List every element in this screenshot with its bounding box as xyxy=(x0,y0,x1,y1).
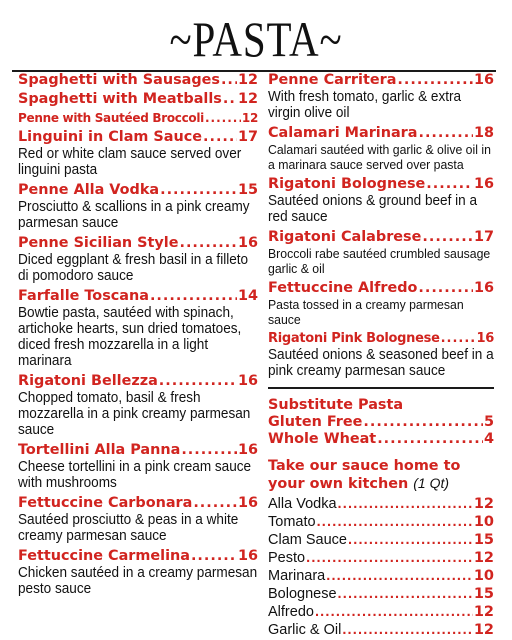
menu-item-spaghetti-with-sausages xyxy=(18,72,258,89)
menu-item-price: 18 xyxy=(473,125,494,141)
menu-item-farfalle-toscana xyxy=(18,288,258,369)
dot-leader xyxy=(338,585,473,603)
menu-item-name-row xyxy=(18,182,258,199)
menu-item-name-row xyxy=(18,495,258,512)
right-column xyxy=(268,72,494,639)
menu-item-name-row xyxy=(268,280,494,297)
menu-item-description: Pasta tossed in a creamy parmesan sauce xyxy=(268,297,464,327)
menu-item-name-row xyxy=(268,125,494,142)
menu-item-name: Farfalle Toscana xyxy=(18,288,149,304)
sauce-name: Bolognese xyxy=(268,586,337,602)
menu-item-description: Calamari sautéed with garlic & olive oil in a marinara sauce served over pasta xyxy=(268,142,491,172)
menu-item-price: 16 xyxy=(237,373,258,389)
dot-leader xyxy=(181,442,237,459)
sauce-item-marinara xyxy=(268,567,494,585)
menu-item-name-row xyxy=(268,229,494,246)
menu-item-penne-carritera xyxy=(268,72,494,121)
menu-item-name-row xyxy=(18,235,258,252)
dot-leader xyxy=(397,72,473,89)
sauce-price: 10 xyxy=(473,568,494,584)
dot-leader xyxy=(348,531,473,549)
take-home-heading-text: your own kitchen xyxy=(268,476,409,492)
substitute-pasta-heading: Substitute Pasta xyxy=(268,397,404,413)
menu-item-name: Penne with Sautéed Broccoli xyxy=(18,111,204,125)
sauce-item-tomato xyxy=(268,513,494,531)
menu-item-name: Rigatoni Pink Bolognese xyxy=(268,331,440,346)
sauce-price: 10 xyxy=(473,514,494,530)
menu-item-description: Prosciutto & scallions in a pink creamy parmesan sauce xyxy=(18,199,250,231)
menu-title: ~PASTA~ xyxy=(169,11,343,67)
menu-item-rigatoni-bellezza xyxy=(18,373,258,438)
menu-item-name: Tortellini Alla Panna xyxy=(18,442,181,458)
sauce-name: Tomato xyxy=(268,514,316,530)
menu-item-name-row xyxy=(18,373,258,390)
menu-item-name: Penne Alla Vodka xyxy=(18,182,160,198)
menu-item-name: Fettuccine Alfredo xyxy=(268,280,418,296)
menu-item-price: 17 xyxy=(237,129,258,145)
sauce-name: Garlic & Oil xyxy=(268,622,342,638)
menu-item-rigatoni-pink-bolognese xyxy=(268,330,494,379)
dot-leader xyxy=(205,110,241,127)
dot-leader xyxy=(426,176,473,193)
dot-leader xyxy=(191,548,237,565)
sauce-price: 12 xyxy=(473,496,494,512)
menu-item-price: 14 xyxy=(237,288,258,304)
menu-item-description: Chopped tomato, basil & fresh mozzarella in a pink creamy parmesan sauce xyxy=(18,390,251,438)
menu-item-fettuccine-alfredo xyxy=(268,280,494,327)
menu-item-price: 17 xyxy=(473,229,494,245)
menu-item-price: 12 xyxy=(241,111,258,125)
menu-item-price: 16 xyxy=(237,235,258,251)
dot-leader xyxy=(377,431,483,448)
dot-leader xyxy=(317,513,473,531)
sauce-price: 12 xyxy=(473,622,494,638)
menu-item-name-row xyxy=(18,288,258,305)
menu-item-name: Spaghetti with Sausages xyxy=(18,72,220,88)
menu-item-name-row xyxy=(268,330,494,347)
menu-item-price: 15 xyxy=(237,182,258,198)
sauce-name: Marinara xyxy=(268,568,326,584)
dot-leader xyxy=(150,288,237,305)
sauce-price: 15 xyxy=(473,532,494,548)
dot-leader xyxy=(160,182,237,199)
dot-leader xyxy=(223,91,237,108)
dot-leader xyxy=(306,549,473,567)
menu-item-fettuccine-carmelina xyxy=(18,548,258,597)
menu-item-description: Sautéed prosciutto & peas in a white creamy parmesan sauce xyxy=(18,512,239,544)
menu-item-price: 4 xyxy=(483,431,494,447)
menu-item-price: 16 xyxy=(237,548,258,564)
sauce-item-alfredo xyxy=(268,603,494,621)
menu-item-name: Linguini in Clam Sauce xyxy=(18,129,203,145)
menu-item-description: Sautéed onions & ground beef in a red sauce xyxy=(268,193,478,225)
menu-item-spaghetti-with-meatballs xyxy=(18,91,258,108)
menu-item-name: Rigatoni Calabrese xyxy=(268,229,422,245)
menu-item-tortellini-alla-panna xyxy=(18,442,258,491)
menu-item-description: Chicken sautéed in a creamy parmesan pesto sauce xyxy=(18,565,258,597)
menu-item-name-row xyxy=(18,442,258,459)
sauce-name: Clam Sauce xyxy=(268,532,347,548)
menu-item-linguini-in-clam-sauce xyxy=(18,129,258,178)
menu-item-price: 12 xyxy=(237,91,258,107)
menu-item-penne-alla-vodka xyxy=(18,182,258,231)
menu-item-name: Fettuccine Carbonara xyxy=(18,495,193,511)
sauce-price: 12 xyxy=(473,550,494,566)
dot-leader xyxy=(363,414,483,431)
dot-leader xyxy=(419,125,473,142)
menu-item-price: 16 xyxy=(473,72,494,88)
menu-item-description: Broccoli rabe sautéed crumbled sausage garlic & oil xyxy=(268,246,491,276)
menu-item-price: 16 xyxy=(237,495,258,511)
menu-item-name-row xyxy=(268,414,494,431)
dot-leader xyxy=(221,72,237,89)
dot-leader xyxy=(441,330,476,347)
menu-item-penne-with-saut-ed-broccoli xyxy=(18,110,258,127)
quantity-note: (1 Qt) xyxy=(413,475,450,491)
menu-item-gluten-free xyxy=(268,414,494,431)
menu-item-name: Rigatoni Bolognese xyxy=(268,176,426,192)
menu-item-price: 5 xyxy=(483,414,494,430)
menu-item-penne-sicilian-style xyxy=(18,235,258,284)
menu-item-name: Spaghetti with Meatballs xyxy=(18,91,222,107)
sauce-item-garlic-and-oil xyxy=(268,621,494,639)
dot-leader xyxy=(338,495,473,513)
menu-item-description: With fresh tomato, garlic & extra virgin olive oil xyxy=(268,89,462,121)
take-home-heading-line1: Take our sauce home to xyxy=(268,458,461,474)
menu-item-description: Cheese tortellini in a pink cream sauce with mushrooms xyxy=(18,459,252,491)
take-home-heading xyxy=(268,458,494,493)
sauce-item-clam-sauce xyxy=(268,531,494,549)
sauce-name: Alla Vodka xyxy=(268,496,337,512)
menu-item-description: Diced eggplant & fresh basil in a filleto di pomodoro sauce xyxy=(18,252,249,284)
dot-leader xyxy=(193,495,237,512)
sauce-item-pesto xyxy=(268,549,494,567)
menu-item-description: Red or white clam sauce served over linguini pasta xyxy=(18,146,242,178)
menu-item-price: 16 xyxy=(473,176,494,192)
sauce-name: Pesto xyxy=(268,550,306,566)
sauce-item-bolognese xyxy=(268,585,494,603)
menu-item-price: 16 xyxy=(473,280,494,296)
menu-item-name: Penne Sicilian Style xyxy=(18,235,179,251)
menu-item-rigatoni-calabrese xyxy=(268,229,494,276)
dot-leader xyxy=(418,280,473,297)
menu-item-price: 16 xyxy=(237,442,258,458)
take-home-heading-line2 xyxy=(268,475,494,493)
menu-item-name-row xyxy=(18,129,258,146)
menu-item-name: Gluten Free xyxy=(268,414,363,430)
menu-item-name-row xyxy=(268,431,494,448)
menu-item-name-row xyxy=(18,72,258,89)
dot-leader xyxy=(315,603,473,621)
menu-item-calamari-marinara xyxy=(268,125,494,172)
menu-item-description: Bowtie pasta, sautéed with spinach, artichoke hearts, sun dried tomatoes, diced fresh mozzarella in a light marinara xyxy=(18,305,242,369)
menu-item-name: Rigatoni Bellezza xyxy=(18,373,158,389)
menu-item-fettuccine-carbonara xyxy=(18,495,258,544)
menu-item-name-row xyxy=(18,110,258,127)
sauce-price: 12 xyxy=(473,604,494,620)
dot-leader xyxy=(159,373,237,390)
dot-leader xyxy=(179,235,236,252)
menu-item-whole-wheat xyxy=(268,431,494,448)
dot-leader xyxy=(326,567,473,585)
menu-item-name: Fettuccine Carmelina xyxy=(18,548,190,564)
menu-item-name: Penne Carritera xyxy=(268,72,397,88)
menu-item-name-row xyxy=(268,72,494,89)
sauce-list xyxy=(268,495,494,639)
menu-item-name: Whole Wheat xyxy=(268,431,377,447)
sauce-item-alla-vodka xyxy=(268,495,494,513)
sauce-price: 15 xyxy=(473,586,494,602)
menu-item-name-row xyxy=(18,548,258,565)
dot-leader xyxy=(342,621,472,639)
dot-leader xyxy=(422,229,473,246)
menu-item-description: Sautéed onions & seasoned beef in a pink creamy parmesan sauce xyxy=(268,347,494,379)
sauce-name: Alfredo xyxy=(268,604,314,620)
menu-item-name-row xyxy=(268,176,494,193)
dot-leader xyxy=(203,129,237,146)
menu-item-price: 16 xyxy=(476,331,494,346)
section-divider xyxy=(268,387,494,389)
menu-item-name-row xyxy=(18,91,258,108)
left-column xyxy=(18,72,258,597)
menu-item-name: Calamari Marinara xyxy=(268,125,418,141)
menu-item-rigatoni-bolognese xyxy=(268,176,494,225)
menu-item-price: 12 xyxy=(237,72,258,88)
